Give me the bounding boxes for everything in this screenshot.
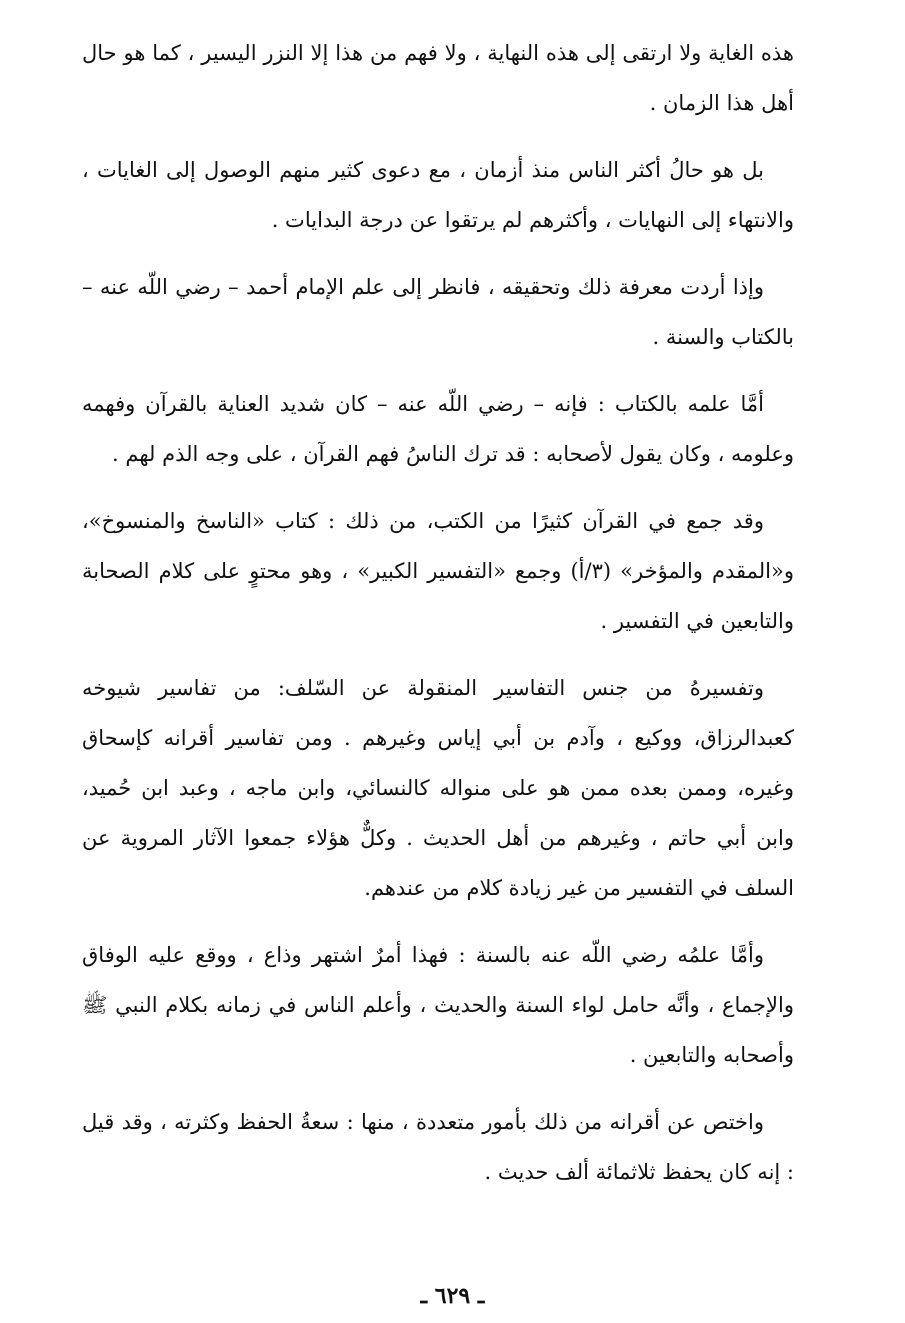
paragraph: وإذا أردت معرفة ذلك وتحقيقه ، فانظر إلى علم الإمام أحمد – رضي اللّه عنه – بالكتاب والسنة . xyxy=(82,275,794,349)
paragraph: وأمَّا علمُه رضي اللّه عنه بالسنة : فهذا أمرٌ اشتهر وذاع ، ووقع عليه الوفاق والإجماع ، وأنَّه حامل لواء السنة والحديث ، وأعلم الناس في زمانه بكلام النبي ﷺ وأصحابه والتابعين . xyxy=(82,943,794,1067)
paragraph-continuation: هذه الغاية ولا ارتقى إلى هذه النهاية ، ولا فهم من هذا إلا النزر اليسير ، كما هو حال أهل هذا الزمان . xyxy=(82,41,794,115)
paragraph: بل هو حالُ أكثر الناس منذ أزمان ، مع دعوى كثير منهم الوصول إلى الغايات ، والانتهاء إلى النهايات ، وأكثرهم لم يرتقوا عن درجة البدايات . xyxy=(82,158,794,232)
paragraph: وتفسيرهُ من جنس التفاسير المنقولة عن السّلف: من تفاسير شيوخه كعبدالرزاق، ووكيع ، وآدم بن أبي إياس وغيرهم . ومن تفاسير أقرانه كإسحاق وغيره، وممن بعده ممن هو على منواله كالنسائي، وابن ماجه ، وعبد ابن حُميد، وابن أبي حاتم ، وغيرهم من أهل الحديث . وكلٌّ هؤلاء جمعوا الآثار المروية عن السلف في التفسير من غير زيادة كلام من عندهم. xyxy=(82,676,794,900)
page-body-text xyxy=(82,28,794,1197)
paragraph: أمَّا علمه بالكتاب : فإنه – رضي اللّه عنه – كان شديد العناية بالقرآن وفهمه وعلومه ، وكان يقول لأصحابه : قد ترك الناسُ فهم القرآن ، على وجه الذم لهم . xyxy=(82,392,794,466)
paragraph: وقد جمع في القرآن كثيرًا من الكتب، من ذلك : كتاب «الناسخ والمنسوخ»، و«المقدم والمؤخر» (٣/أ) وجمع «التفسير الكبير» ، وهو محتوٍ على كلام الصحابة والتابعين في التفسير . xyxy=(82,509,795,633)
page-number: ـ ٦٢٩ ـ xyxy=(420,1283,485,1309)
paragraph: واختص عن أقرانه من ذلك بأمور متعددة ، منها : سعةُ الحفظ وكثرته ، وقد قيل : إنه كان يحفظ ثلاثمائة ألف حديث . xyxy=(82,1110,794,1184)
